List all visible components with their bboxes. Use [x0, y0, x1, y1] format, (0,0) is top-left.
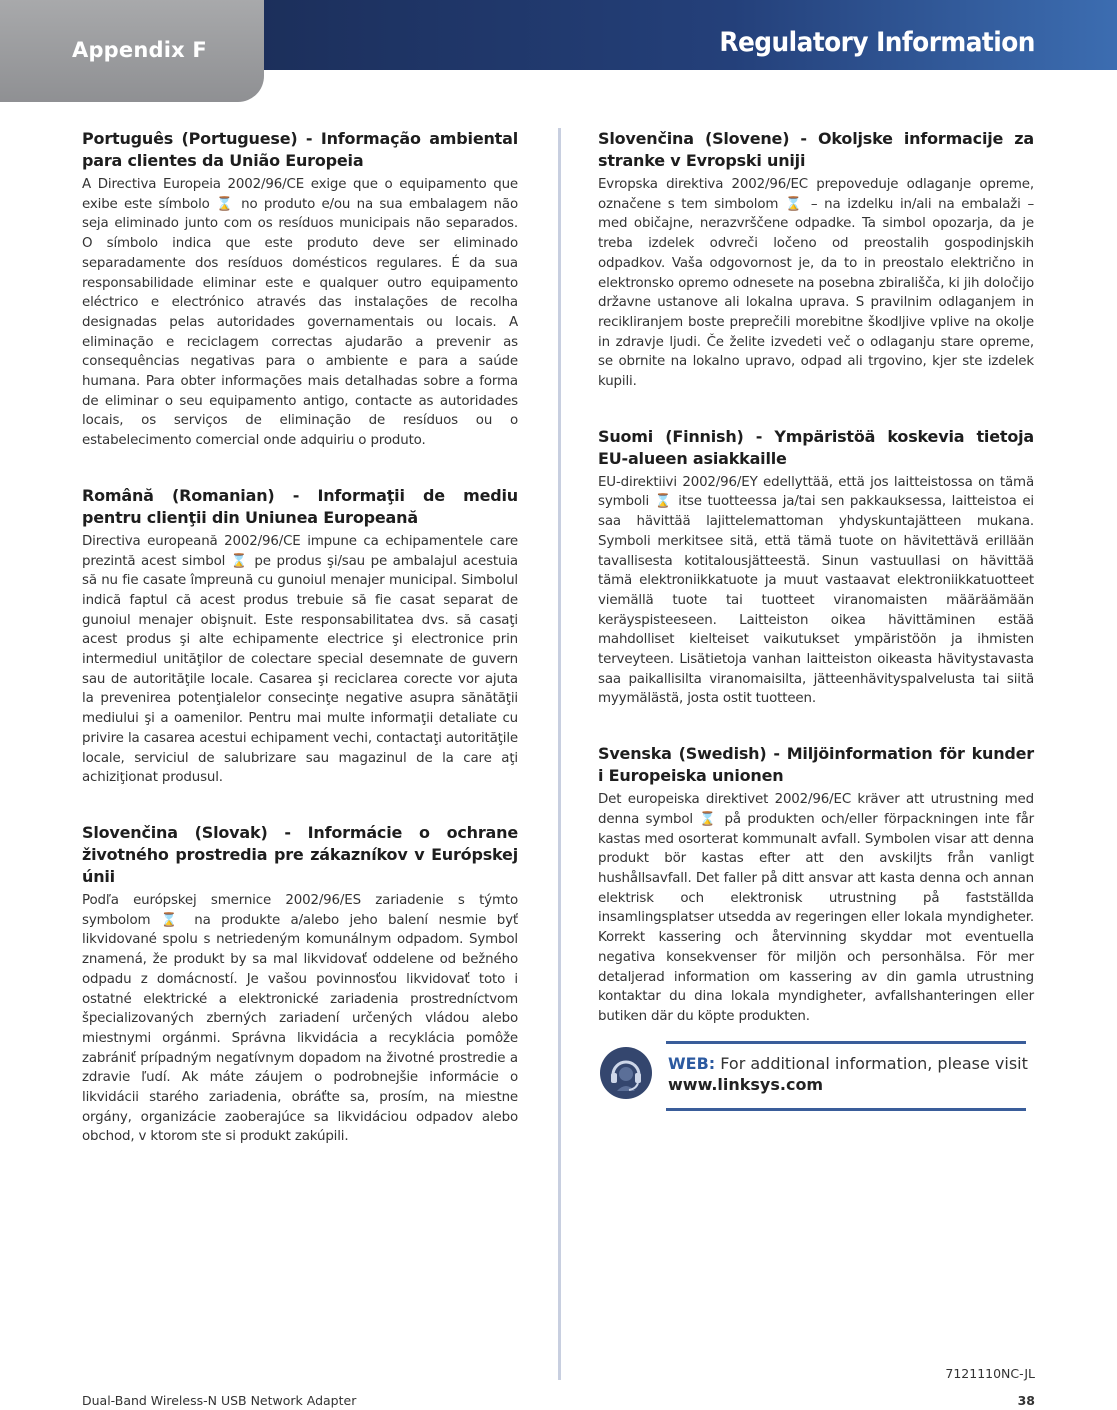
left-column: [82, 128, 518, 1181]
section-swedish: [598, 743, 1034, 1026]
document-code: 7121110NC-JL: [945, 1366, 1035, 1381]
headset-icon: [600, 1047, 652, 1099]
section-romanian: [82, 485, 518, 788]
right-column: [598, 128, 1034, 1111]
section-body: Det europeiska direktivet 2002/96/EC kräver att utrustning med denna symbol ⌛ på produkten och/eller förpackningen inte får kastas med osorterat kommunalt avfall. Symbolen visar att denna produkt bör kastas efter att den avskiljts från vanligt hushållsavfall. Det faller på ditt ansvar att kasta denna och annan elektrisk och elektronisk utrustning på fastställda insamlingsplatser utsedda av regeringen eller lokala myndigheter. Korrekt kassering och återvinning skyddar mot eventuella negativa konsekvenser för miljön och personhälsa. För mer detaljerad information om kassering av din gamla utrustning kontaktar du dina lokala myndigheter, avfallshanteringen eller butiken där du köpte produkten.: [598, 792, 1034, 1024]
section-portuguese: [82, 128, 518, 451]
page-title: Regulatory Information: [719, 27, 1035, 58]
page-number: 38: [1017, 1393, 1035, 1408]
section-body: EU-direktiivi 2002/96/EY edellyttää, että jos laitteistossa on tämä symboli ⌛ itse tuotteessa ja/tai sen pakkauksessa, laitteistoa ei saa hävittää lajittelemattoman yhdyskuntajätteen mukana. Symboli merkitsee sitä, että tämä tuote on hävitettävä erillään tavallisesta kotitalousjätteestä. Sinun vastuullasi on hävittää tämä elektroniikkatuote ja muut vastaavat elektroniikkatuotteet viemällä tuote tai tuotteet viranomaisten määräämään keräyspisteeseen. Laitteiston oikea hävittäminen estää mahdolliset kielteiset vaikutukset ympäristöön ja ihmisten terveyteen. Lisätietoja vanhan laitteiston oikeasta hävitystavasta saa paikallisilta viranomaisilta, jätteenhävityspalvelusta tai siitä myymälästä, josta ostit tuotteen.: [598, 474, 1034, 707]
section-body: Evropska direktiva 2002/96/EC prepoveduje odlaganje opreme, označene s tem simbolom ⌛ – na izdelku in/ali na embalaži – med običajne, nerazvrščene odpadke. Ta simbol opozarja, da je treba izdelek odvreči ločeno od preostalih gospodinjskih odpadkov. Vaša odgovornost je, da to in preostalo električno in elektronsko opremo odnesete na posebna zbirališča, ki jih določijo državne ustanove ali lokalna uprava. S pravilnim odlaganjem in recikliranjem boste preprečili morebitne škodljive vplive na okolje in zdravje ljudi. Če želite izvedeti več o odlaganju stare opreme, se obrnite na lokalno upravo, odpad ali trgovino, kjer ste izdelek kupili.: [598, 177, 1034, 390]
section-title: Svenska (Swedish) - Miljöinformation för kunder i Europeiska unionen: [598, 744, 1034, 786]
section-title: Slovenčina (Slovak) - Informácie o ochrane životného prostredia pre zákazníkov v Európskej únii: [82, 822, 518, 886]
footer-product-name: Dual-Band Wireless-N USB Network Adapter: [82, 1393, 357, 1408]
page-header: [0, 0, 1117, 102]
section-slovak: [82, 822, 518, 1147]
appendix-label: Appendix F: [72, 38, 207, 62]
section-slovene: [598, 128, 1034, 392]
callout-message: For additional information, please visit: [720, 1053, 1028, 1073]
callout-text: [668, 1053, 1028, 1095]
website-link[interactable]: www.linksys.com: [668, 1074, 824, 1094]
section-title: Slovenčina (Slovene) - Okoljske informacije za stranke v Evropski uniji: [598, 129, 1034, 170]
section-title: Suomi (Finnish) - Ympäristöä koskevia tietoja EU-alueen asiakkaille: [598, 426, 1034, 468]
section-body: A Directiva Europeia 2002/96/CE exige que o equipamento que exibe este símbolo ⌛ no produto e/ou na sua embalagem não seja eliminado junto com os resíduos municipais não separados. O símbolo indica que este produto deve ser eliminado separadamente dos resíduos domésticos regulares. É da sua responsabilidade eliminar este e qualquer outro equipamento eléctrico e electrónico através das instalações de recolha designadas pelas autoridades governamentais ou locais. A eliminação e reciclagem correctas ajudarão a prevenir as consequências negativas para o ambiente e para a saúde humana. Para obter informações mais detalhadas sobre a forma de eliminar o seu equipamento antigo, contacte as autoridades locais, os serviços de eliminação de resíduos ou o estabelecimento comercial onde adquiriu o produto.: [82, 177, 518, 449]
column-divider: [558, 128, 561, 1380]
web-label: WEB:: [668, 1053, 716, 1073]
section-title: Português (Portuguese) - Informação ambiental para clientes da União Europeia: [82, 129, 518, 170]
callout-rule-bottom: [666, 1108, 1026, 1111]
callout-rule-top: [666, 1041, 1026, 1044]
section-finnish: [598, 426, 1034, 709]
section-body: Podľa európskej smernice 2002/96/ES zariadenie s týmto symbolom ⌛ na produkte a/alebo jeho balení nesmie byť likvidované spolu s netriedeným komunálnym odpadom. Symbol znamená, že produkt by sa mal likvidovať oddelene od bežného odpadu z domácností. Je vašou povinnosťou likvidovať toto i ostatné elektrické a elektronické zariadenia prostredníctvom špecializovaných zberných zariadení určených vládou alebo miestnymi orgánmi. Správna likvidácia a recyklácia pomôže zabrániť prípadným negatívnym dopadom na životné prostredie a zdravie ľudí. Ak máte záujem o podrobnejšie informácie o likvidácii starého zariadenia, obráťte sa, prosím, na miestne orgány, organizácie zaoberajúce sa likvidáciou odpadov alebo obchod, v ktorom ste si produkt zakúpili.: [82, 892, 518, 1145]
web-callout: [598, 1041, 1034, 1111]
appendix-tab: [0, 0, 264, 102]
section-body: Directiva europeană 2002/96/CE impune ca echipamentele care prezintă acest simbol ⌛ pe produs şi/sau pe ambalajul acestuia să nu fie casate împreună cu gunoiul menajer municipal. Simbolul indică faptul că acest produs trebuie să fie casat separat de gunoiul menajer obişnuit. Este responsabilitatea dvs. să casaţi acest produs şi alte echipamente electrice şi electronice prin intermediul unităţilor de colectare special desemnate de guvern sau de autorităţile locale. Casarea şi reciclarea corecte vor ajuta la prevenirea potenţialelor consecinţe negative asupra sănătăţii mediului şi a oamenilor. Pentru mai multe informaţii detaliate cu privire la casarea acestui echipament vechi, contactaţi autorităţile locale, serviciul de salubrizare sau magazinul de la care aţi achiziţionat produsul.: [82, 533, 518, 786]
section-title: Română (Romanian) - Informaţii de mediu pentru clienţii din Uniunea Europeană: [82, 485, 518, 527]
